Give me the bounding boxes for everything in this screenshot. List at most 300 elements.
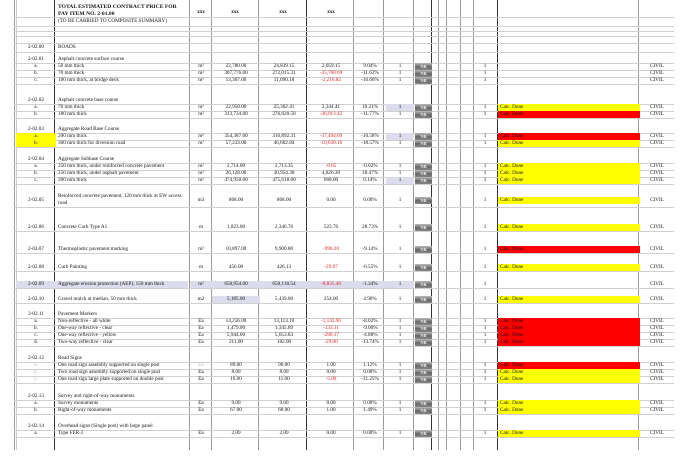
item-description[interactable]: Reinforced concrete pavement, 120 mm thick at EW access road	[58, 193, 182, 206]
revised-quantity-cell[interactable]: 30,954.30	[273, 170, 295, 176]
department-cell[interactable]: CIVIL	[650, 430, 664, 436]
percent-change-cell[interactable]: -0.02%	[362, 163, 378, 169]
department-cell[interactable]: CIVIL	[650, 339, 664, 345]
item-description[interactable]: Type FER-2	[58, 430, 84, 436]
revised-quantity-cell[interactable]: 5,653.83	[274, 332, 294, 338]
nb-button[interactable]: NB	[415, 407, 432, 414]
unit-cell[interactable]: m²	[198, 70, 204, 76]
count-cell-2[interactable]: 1	[483, 133, 487, 139]
status-cell[interactable]: Calc. Done	[498, 332, 640, 339]
count-cell[interactable]: 1	[398, 407, 402, 413]
unit-cell[interactable]: Ea	[198, 376, 204, 382]
revised-quantity-cell[interactable]: 8.00	[279, 369, 289, 375]
count-cell[interactable]: 1	[398, 63, 402, 69]
count-cell[interactable]: 1	[398, 111, 402, 117]
count-cell[interactable]: 1	[398, 376, 402, 382]
department-cell[interactable]: CIVIL	[650, 318, 664, 324]
department-cell[interactable]: CIVIL	[650, 224, 664, 230]
difference-cell[interactable]: -10,630.16	[319, 140, 343, 146]
item-code[interactable]: a.	[34, 400, 38, 406]
difference-cell[interactable]: -35,760.69	[319, 70, 343, 76]
percent-change-cell[interactable]: -4.88%	[362, 332, 378, 338]
count-cell[interactable]: 1	[398, 318, 402, 324]
nb-button[interactable]: NB	[415, 77, 432, 84]
count-cell-2[interactable]: 1	[483, 407, 487, 413]
unit-cell[interactable]: Ea	[198, 369, 204, 375]
percent-change-cell[interactable]: 28.73%	[362, 224, 378, 230]
original-quantity-cell[interactable]: 67.00	[230, 407, 242, 413]
count-cell[interactable]: 1	[398, 369, 402, 375]
count-cell-2[interactable]: 1	[483, 339, 487, 345]
difference-cell[interactable]: -37,494.69	[319, 133, 343, 139]
item-code[interactable]: b.	[34, 369, 38, 375]
original-quantity-cell[interactable]: 211.00	[228, 339, 244, 345]
department-cell[interactable]: CIVIL	[650, 177, 664, 183]
item-description[interactable]: 300 mm thick	[58, 177, 87, 183]
unit-cell[interactable]: m2	[197, 296, 205, 302]
percent-change-cell[interactable]: -8.02%	[362, 318, 378, 324]
original-quantity-cell[interactable]: 16.00	[230, 376, 242, 382]
percent-change-cell[interactable]: 0.14%	[363, 177, 377, 183]
count-cell[interactable]: 1	[386, 281, 414, 288]
unit-cell[interactable]: m²	[198, 104, 204, 110]
item-code[interactable]: 2-02.13	[28, 393, 44, 399]
department-cell[interactable]: CIVIL	[650, 246, 664, 252]
item-code[interactable]: a.	[34, 430, 38, 436]
count-cell-2[interactable]: 1	[483, 196, 487, 203]
item-code[interactable]: a.	[34, 362, 38, 368]
original-quantity-cell[interactable]: 354,387.00	[224, 133, 248, 139]
unit-cell[interactable]: m²	[198, 177, 204, 183]
revised-quantity-cell[interactable]: 182.00	[276, 339, 292, 345]
unit-cell[interactable]: Ea	[198, 339, 204, 345]
revised-quantity-cell[interactable]: 9.00	[279, 400, 289, 406]
original-quantity-cell[interactable]: 868.00	[228, 196, 244, 203]
percent-change-cell[interactable]: 9.04%	[363, 63, 377, 69]
original-quantity-cell[interactable]: 9.00	[231, 400, 241, 406]
original-quantity-cell[interactable]: 13,307.00	[225, 77, 247, 83]
item-description[interactable]: One-way reflective - clear	[58, 325, 113, 331]
item-description[interactable]: Survey and right-of-way monuments	[58, 393, 135, 399]
nb-button[interactable]: NB	[415, 332, 432, 339]
item-code[interactable]: b.	[34, 170, 38, 176]
item-description[interactable]: Curb Painting	[58, 264, 87, 270]
original-quantity-cell[interactable]: 8.00	[231, 369, 241, 375]
item-code[interactable]: 2-02.10	[28, 296, 44, 302]
item-description[interactable]: Asphalt concrete surface course	[58, 56, 125, 62]
nb-button[interactable]: NB	[415, 362, 432, 369]
original-quantity-cell[interactable]: 89.00	[230, 362, 242, 368]
item-code[interactable]: c.	[34, 77, 38, 83]
percent-change-cell[interactable]: -16.66%	[361, 77, 379, 83]
department-cell[interactable]: CIVIL	[650, 376, 664, 382]
item-description[interactable]: Non-reflective - all white	[58, 318, 111, 324]
percent-change-cell[interactable]: -11.77%	[361, 111, 379, 117]
item-description[interactable]: Concrete Curb Type A1	[58, 224, 108, 230]
item-description[interactable]: One road sign assembly supported on single post	[58, 362, 160, 368]
department-cell[interactable]: CIVIL	[650, 140, 664, 146]
item-description[interactable]: Road Signs	[58, 355, 82, 361]
count-cell[interactable]: 1	[386, 177, 414, 184]
original-quantity-cell[interactable]: 5,185.00	[212, 296, 260, 303]
department-cell[interactable]: CIVIL	[650, 400, 664, 406]
count-cell[interactable]: 1	[398, 140, 402, 146]
item-code[interactable]: 2-02.14	[28, 423, 44, 429]
nb-button[interactable]: NB	[415, 246, 432, 253]
count-cell[interactable]: 1	[398, 264, 402, 270]
nb-button[interactable]: NB	[415, 140, 432, 147]
count-cell[interactable]: 1	[386, 133, 414, 140]
count-cell-2[interactable]: 1	[483, 177, 487, 183]
revised-quantity-cell[interactable]: 9,900.80	[274, 246, 294, 252]
count-cell[interactable]: 1	[398, 430, 402, 436]
status-cell[interactable]: Calc. Done	[498, 325, 640, 332]
difference-cell[interactable]: 0.00	[326, 430, 336, 436]
department-cell[interactable]: CIVIL	[650, 104, 664, 110]
original-quantity-cell[interactable]: 22,958.00	[225, 104, 247, 110]
percent-change-cell[interactable]: -9.14%	[362, 246, 378, 252]
count-cell[interactable]: 1	[398, 163, 402, 169]
count-cell-2[interactable]: 1	[483, 163, 487, 169]
department-cell[interactable]: CIVIL	[650, 170, 664, 176]
status-cell[interactable]: Calc. Done	[498, 246, 640, 253]
unit-cell[interactable]: m²	[198, 63, 204, 69]
item-description[interactable]: 180 mm thick	[58, 111, 87, 117]
revised-quantity-cell[interactable]: 426.13	[276, 264, 292, 270]
revised-quantity-cell[interactable]: 2.00	[279, 430, 289, 436]
original-quantity-cell[interactable]: 658,954.00	[212, 281, 260, 288]
difference-cell[interactable]: 1.00	[326, 407, 336, 413]
nb-button[interactable]: NB	[415, 104, 432, 111]
item-description[interactable]: 200 mm thick	[58, 133, 87, 139]
revised-quantity-cell[interactable]: 316,892.31	[272, 133, 296, 139]
count-cell-2[interactable]: 1	[483, 104, 487, 110]
unit-cell[interactable]: Ea	[198, 332, 204, 338]
nb-button[interactable]: NB	[415, 339, 432, 346]
revised-quantity-cell[interactable]: 475,618.00	[272, 177, 296, 183]
difference-cell[interactable]: 668.00	[323, 177, 339, 183]
item-code[interactable]: 2-02.04	[28, 156, 44, 162]
item-description[interactable]: Overhead signs (Single post) with large panel	[58, 423, 153, 429]
percent-change-cell[interactable]: 1.12%	[363, 362, 377, 368]
item-description[interactable]: Aggregate erosion protection (AEP), 150 mm thick	[56, 281, 188, 288]
item-code[interactable]: b.	[16, 140, 56, 147]
revised-quantity-cell[interactable]: 5,439.00	[274, 296, 294, 302]
count-cell-2[interactable]: 1	[483, 376, 487, 382]
status-cell[interactable]: Calc. Done	[498, 400, 640, 407]
department-cell[interactable]: CIVIL	[650, 296, 664, 302]
difference-cell[interactable]: -2,216.82	[321, 77, 341, 83]
nb-button[interactable]: NB	[415, 369, 432, 376]
unit-cell[interactable]: m²	[198, 140, 204, 146]
difference-cell[interactable]: 0.00	[326, 400, 336, 406]
item-description[interactable]: Asphalt concrete base course	[58, 97, 119, 103]
item-code[interactable]: a.	[34, 163, 38, 169]
unit-cell[interactable]: m²	[198, 163, 204, 169]
revised-quantity-cell[interactable]: 1,345.89	[274, 325, 294, 331]
nb-button[interactable]: NB	[415, 430, 432, 437]
count-cell-2[interactable]: 1	[483, 369, 487, 375]
count-cell-2[interactable]: 1	[483, 70, 487, 76]
status-cell[interactable]: Calc. Done	[498, 376, 640, 383]
nb-button[interactable]: NB	[415, 70, 432, 77]
percent-change-cell[interactable]: 0.00%	[363, 400, 377, 406]
nb-button[interactable]: NB	[415, 197, 432, 204]
count-cell[interactable]: 1	[398, 296, 402, 302]
count-cell[interactable]: 1	[386, 104, 414, 111]
department-cell[interactable]: CIVIL	[650, 133, 664, 139]
status-cell[interactable]: Calc. Done	[498, 296, 640, 303]
count-cell[interactable]: 1	[398, 332, 402, 338]
department-cell[interactable]: CIVIL	[650, 163, 664, 169]
original-quantity-cell[interactable]: 57,233.00	[225, 140, 247, 146]
original-quantity-cell[interactable]: 10,897.00	[225, 246, 247, 252]
original-quantity-cell[interactable]: 456.00	[228, 264, 244, 270]
original-quantity-cell[interactable]: 2,714.00	[226, 163, 246, 169]
percent-change-cell[interactable]: 0.00%	[363, 369, 377, 375]
item-description[interactable]: Aggregate Road Base Course	[58, 126, 120, 132]
item-code[interactable]: 2-02.03	[28, 126, 44, 132]
status-cell[interactable]: Calc. Done	[498, 339, 640, 346]
department-cell[interactable]: CIVIL	[650, 332, 664, 338]
count-cell-2[interactable]: 1	[483, 264, 487, 270]
unit-cell[interactable]: m	[198, 264, 204, 270]
nb-button[interactable]: NB	[415, 400, 432, 407]
nb-button[interactable]: NB	[415, 177, 432, 184]
item-code[interactable]: d.	[34, 339, 38, 345]
difference-cell[interactable]: -0.65	[325, 163, 337, 169]
status-cell[interactable]: Calc. Done	[498, 140, 640, 147]
department-cell[interactable]: CIVIL	[650, 369, 664, 375]
difference-cell[interactable]: 1.00	[326, 362, 336, 368]
difference-cell[interactable]: 0.00	[326, 369, 336, 375]
revised-quantity-cell[interactable]: 13,113.10	[273, 318, 295, 324]
revised-quantity-cell[interactable]: 90.00	[278, 362, 290, 368]
difference-cell[interactable]: -36,913.42	[319, 111, 343, 117]
revised-quantity-cell[interactable]: 650,118.54	[260, 281, 308, 288]
percent-change-cell[interactable]: -1.34%	[354, 281, 386, 288]
item-description[interactable]: Pavement Markers	[58, 311, 98, 317]
revised-quantity-cell[interactable]: 24,839.15	[273, 63, 295, 69]
count-cell-2[interactable]: 1	[483, 318, 487, 324]
department-cell[interactable]: CIVIL	[650, 281, 664, 287]
item-description[interactable]: 50 mm thick	[58, 63, 85, 69]
difference-cell[interactable]: 2,059.15	[321, 63, 341, 69]
item-code[interactable]: a.	[34, 104, 38, 110]
count-cell-2[interactable]: 1	[483, 332, 487, 338]
status-cell[interactable]: Calc. Done	[498, 197, 640, 204]
status-cell[interactable]: Calc. Done	[498, 407, 640, 414]
unit-cell[interactable]: m²	[198, 133, 204, 139]
item-code[interactable]: b.	[34, 325, 38, 331]
status-cell[interactable]: Calc. Done	[498, 430, 640, 437]
nb-button[interactable]: NB	[415, 133, 432, 140]
difference-cell[interactable]: -29.87	[324, 264, 338, 270]
unit-cell[interactable]: m²	[198, 111, 204, 117]
percent-change-cell[interactable]: 0.00%	[363, 196, 377, 203]
status-cell[interactable]: Calc. Done	[498, 264, 640, 271]
difference-cell[interactable]: 523.76	[323, 224, 339, 230]
original-quantity-cell[interactable]: 2.00	[231, 430, 241, 436]
revised-quantity-cell[interactable]: 276,820.58	[272, 111, 296, 117]
count-cell-2[interactable]: 1	[483, 246, 487, 252]
revised-quantity-cell[interactable]: 868.00	[276, 196, 292, 203]
item-code[interactable]: 2-02.06	[28, 224, 44, 230]
item-code[interactable]: 2-02.05	[28, 196, 44, 203]
count-cell[interactable]: 1	[398, 224, 402, 230]
revised-quantity-cell[interactable]: 68.00	[278, 407, 290, 413]
count-cell-2[interactable]: 1	[483, 77, 487, 83]
count-cell[interactable]: 1	[398, 70, 402, 76]
nb-button[interactable]: NB	[415, 163, 432, 170]
difference-cell[interactable]: -29.00	[324, 339, 338, 345]
revised-quantity-cell[interactable]: 11,090.18	[273, 77, 295, 83]
difference-cell[interactable]: 254.00	[323, 296, 339, 302]
item-code[interactable]: a.	[34, 63, 38, 69]
unit-cell[interactable]: Ea	[198, 430, 204, 436]
item-code[interactable]: 2-02.11	[28, 311, 44, 317]
unit-cell[interactable]: m²	[198, 246, 204, 252]
item-code[interactable]: c.	[34, 177, 38, 183]
nb-button[interactable]: NB	[415, 281, 432, 288]
item-code[interactable]: c.	[34, 376, 38, 382]
item-description[interactable]: Right-of-way monuments	[58, 407, 112, 413]
status-cell[interactable]: Calc. Done	[498, 369, 640, 376]
item-code[interactable]: 2-02.09	[16, 281, 56, 288]
item-description[interactable]: 100 mm thick, at bridge deck	[58, 77, 119, 83]
nb-button[interactable]: NB	[415, 224, 432, 231]
item-code[interactable]: b.	[34, 407, 38, 413]
count-cell[interactable]: 1	[398, 170, 402, 176]
unit-cell[interactable]: Ea	[198, 362, 204, 368]
nb-button[interactable]: NB	[415, 318, 432, 325]
difference-cell[interactable]: -996.20	[323, 246, 339, 252]
original-quantity-cell[interactable]: 1,823.00	[226, 224, 246, 230]
item-description[interactable]: Two-way reflective - clear	[58, 339, 113, 345]
unit-cell[interactable]: Ea	[198, 400, 204, 406]
count-cell[interactable]: 1	[398, 246, 402, 252]
original-quantity-cell[interactable]: 22,780.00	[225, 63, 247, 69]
percent-change-cell[interactable]: -11.62%	[361, 70, 379, 76]
department-cell[interactable]: CIVIL	[650, 70, 664, 76]
count-cell-2[interactable]: 1	[483, 325, 487, 331]
count-cell-2[interactable]: 1	[483, 224, 487, 230]
item-description[interactable]: 70 mm thick	[58, 70, 85, 76]
item-code[interactable]: 2-02.01	[28, 56, 44, 62]
item-code[interactable]: b.	[34, 111, 38, 117]
percent-change-cell[interactable]: 0.00%	[363, 430, 377, 436]
status-cell[interactable]: Calc. Done	[498, 111, 640, 118]
original-quantity-cell[interactable]: 14,256.00	[225, 318, 247, 324]
percent-change-cell[interactable]: -6.55%	[362, 264, 378, 270]
department-cell[interactable]: CIVIL	[650, 362, 664, 368]
item-code[interactable]: 2-02.08	[28, 264, 44, 270]
item-description[interactable]: Two road sign assembly supported on single post	[58, 369, 161, 375]
department-cell[interactable]: CIVIL	[650, 196, 664, 203]
count-cell[interactable]: 1	[398, 400, 402, 406]
percent-change-cell[interactable]: -31.25%	[361, 376, 379, 382]
status-cell[interactable]: Calc. Done	[498, 362, 640, 369]
nb-button[interactable]: NB	[415, 325, 432, 332]
original-quantity-cell[interactable]: 26,128.00	[225, 170, 247, 176]
status-cell[interactable]: Calc. Done	[498, 104, 640, 111]
status-cell[interactable]: Calc. Done	[498, 177, 640, 184]
nb-button[interactable]: NB	[415, 296, 432, 303]
item-description[interactable]: 250 mm thick, under reinforced concrete pavement	[58, 163, 165, 169]
item-code[interactable]: c.	[34, 332, 38, 338]
percent-change-cell[interactable]: 1.49%	[363, 407, 377, 413]
difference-cell[interactable]: -133.11	[323, 325, 339, 331]
unit-cell[interactable]: m²	[198, 77, 204, 83]
unit-cell[interactable]: Ea	[198, 407, 204, 413]
item-description[interactable]: Gravel mulch at median, 50 mm thick	[58, 296, 137, 302]
unit-cell[interactable]: m²	[190, 281, 212, 288]
count-cell[interactable]: 1	[398, 196, 402, 203]
item-code[interactable]: b.	[34, 70, 38, 76]
original-quantity-cell[interactable]: 5,944.00	[226, 332, 246, 338]
nb-button[interactable]: NB	[415, 170, 432, 177]
item-description[interactable]: One-way reflective - yellow	[58, 332, 117, 338]
difference-cell[interactable]: -1,142.90	[321, 318, 341, 324]
percent-change-cell[interactable]: 10.21%	[362, 104, 378, 110]
percent-change-cell[interactable]: -10.58%	[361, 133, 379, 139]
item-description[interactable]: 300 mm thick for diversion road	[58, 140, 126, 146]
item-description[interactable]: One road sign large plate supported on double post	[58, 376, 164, 382]
department-cell[interactable]: CIVIL	[650, 77, 664, 83]
original-quantity-cell[interactable]: 474,950.00	[224, 177, 248, 183]
count-cell[interactable]: 1	[398, 339, 402, 345]
difference-cell[interactable]: 4,826.30	[321, 170, 341, 176]
percent-change-cell[interactable]: 18.47%	[362, 170, 378, 176]
revised-quantity-cell[interactable]: 2,713.35	[274, 163, 294, 169]
item-description[interactable]: Aggregate Subbase Course	[58, 156, 115, 162]
difference-cell[interactable]: -8,835.46	[308, 281, 354, 288]
revised-quantity-cell[interactable]: 11.00	[278, 376, 290, 382]
count-cell-2[interactable]: 1	[483, 296, 487, 302]
difference-cell[interactable]: -290.17	[323, 332, 339, 338]
item-description[interactable]: 70 mm thick	[58, 104, 85, 110]
revised-quantity-cell[interactable]: 2,346.76	[274, 224, 294, 230]
status-cell[interactable]: Calc. Done	[498, 170, 640, 177]
unit-cell[interactable]: m3	[197, 196, 205, 203]
count-cell[interactable]: 1	[398, 325, 402, 331]
original-quantity-cell[interactable]: 1,479.00	[226, 325, 246, 331]
unit-cell[interactable]: m	[198, 224, 204, 230]
item-description[interactable]: Survey monuments	[58, 400, 99, 406]
item-code[interactable]: 2-02.02	[28, 97, 44, 103]
difference-cell[interactable]: 0.00	[326, 196, 336, 203]
percent-change-cell[interactable]: -18.57%	[361, 140, 379, 146]
unit-cell[interactable]: Ea	[198, 318, 204, 324]
item-code[interactable]: a.	[34, 318, 38, 324]
count-cell-2[interactable]: 1	[483, 362, 487, 368]
department-cell[interactable]: CIVIL	[650, 407, 664, 413]
original-quantity-cell[interactable]: 313,734.00	[224, 111, 248, 117]
nb-button[interactable]: NB	[415, 111, 432, 118]
department-cell[interactable]: CIVIL	[650, 325, 664, 331]
count-cell-2[interactable]: 1	[483, 140, 487, 146]
item-description[interactable]: Thermoplastic pavement marking	[58, 246, 129, 252]
unit-cell[interactable]: Ea	[198, 325, 204, 331]
item-description[interactable]: 250 mm thick, under asphalt pavement	[58, 170, 139, 176]
count-cell-2[interactable]: 1	[483, 400, 487, 406]
item-code[interactable]: 2-02.07	[28, 246, 44, 252]
status-cell[interactable]: Calc. Done	[498, 133, 640, 140]
count-cell[interactable]: 1	[398, 77, 402, 83]
status-cell[interactable]: Calc. Done	[498, 318, 640, 325]
revised-quantity-cell[interactable]: 46,602.84	[273, 140, 295, 146]
percent-change-cell[interactable]: -9.00%	[362, 325, 378, 331]
